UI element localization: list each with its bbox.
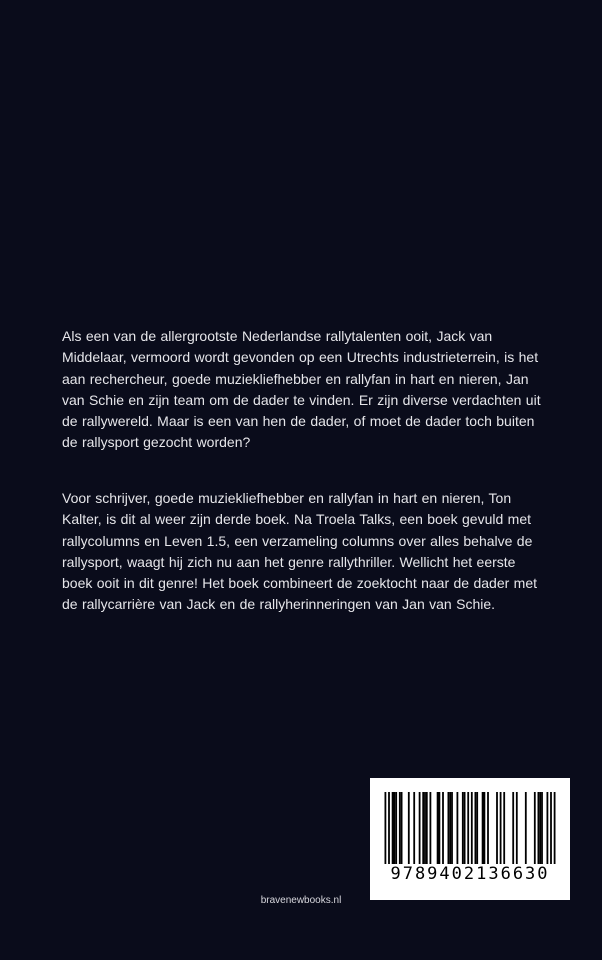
barcode-bar <box>385 792 387 864</box>
barcode-bar <box>476 792 478 864</box>
barcode-bar <box>525 792 527 864</box>
barcode-bar <box>516 792 518 864</box>
barcode-bar <box>430 792 432 864</box>
barcode-bar <box>475 792 477 864</box>
barcode-bar <box>451 792 453 864</box>
barcode-bar <box>449 792 451 864</box>
publisher-url: bravenewbooks.nl <box>260 895 342 906</box>
barcode-bar <box>442 792 444 864</box>
barcode-bar <box>422 792 424 864</box>
barcode-bar <box>395 792 397 864</box>
barcode-bar <box>471 792 473 864</box>
barcode-bar <box>547 792 549 864</box>
barcode-bar <box>392 792 394 864</box>
barcode-bar <box>462 792 464 864</box>
barcode-bar <box>500 792 502 864</box>
barcode-bar <box>408 792 410 864</box>
barcode-bar <box>394 792 396 864</box>
barcode-bar <box>534 792 536 864</box>
barcode-bar <box>487 792 489 864</box>
barcode-bar <box>448 792 450 864</box>
barcode-bar <box>550 792 552 864</box>
barcode-bar <box>439 792 441 864</box>
barcode-bars <box>384 792 556 864</box>
barcode-bar <box>484 792 486 864</box>
barcode-bar <box>539 792 541 864</box>
barcode-bar <box>419 792 421 864</box>
barcode-bar <box>512 792 514 864</box>
barcode-bar <box>503 792 505 864</box>
barcode-bar <box>496 792 498 864</box>
barcode-bar <box>426 792 428 864</box>
barcode-bar <box>457 792 459 864</box>
barcode-bar <box>554 792 556 864</box>
barcode-bar <box>541 792 543 864</box>
isbn-barcode <box>370 778 570 900</box>
barcode-bar <box>413 792 415 864</box>
isbn-number: 9789402136630 <box>390 864 550 884</box>
barcode-bar <box>464 792 466 864</box>
barcode-bar <box>482 792 484 864</box>
barcode-bar <box>538 792 540 864</box>
barcode-bar <box>399 792 401 864</box>
barcode-bar <box>401 792 403 864</box>
barcode-bar <box>437 792 439 864</box>
barcode-bar <box>424 792 426 864</box>
blurb-paragraph-2: Voor schrijver, goede muziekliefhebber en rallyfan in hart en nieren, Ton Kalter, is dit al weer zijn derde boek. Na Troela Talks, een boek gevuld met rallycolumns en Leven 1.5, een verzameling columns over alles behalve de rallysport, waagt hij zich nu aan het genre rallythriller. Wellicht het eerste boek ooit in dit genre! Het boek combineert de zoektocht naar de dader met de rallycarrière van Jack en de rallyherinneringen van Jan van Schie. <box>62 490 538 613</box>
barcode-bar <box>467 792 469 864</box>
blurb-paragraph-1: Als een van de allergrootste Nederlandse rallytalenten ooit, Jack van Middelaar, vermoord wordt gevonden op een Utrechts industrieterrein, is het aan rechercheur, goede muziekliefhebber en rallyfan in hart en nieren, Jan van Schie en zijn team om de dader te vinden. Er zijn diverse verdachten uit de rallywereld. Maar is een van hen de dader, of moet de dader toch buiten de rallysport gezocht worden? <box>62 328 541 451</box>
barcode-bar <box>388 792 390 864</box>
